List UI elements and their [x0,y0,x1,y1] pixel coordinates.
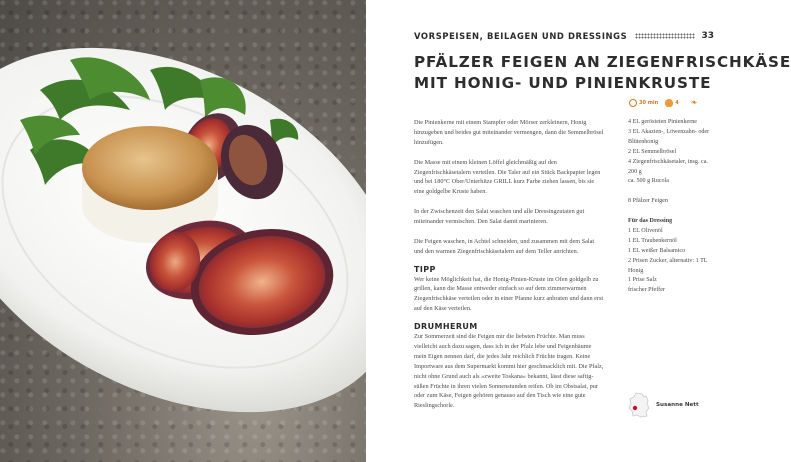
instruction-step: Die Masse mit einem kleinen Löffel gleichmäßig auf den Ziegenfrischkäsetalern verteilen. Die Taler auf ein Stück Backpapier legen und bei 180°C Ober/Unterhitze GRILL kurz Farbe ziehen lassen, bis sie eine goldgelbe Kruste haben. [414,158,601,196]
ingredient-item: 1 Prise Salz [628,277,657,284]
author-credit [626,392,716,418]
instruction-step: In der Zwischenzeit den Salat waschen und alle Dressingzutaten gut miteinander vermischen. Den Salat damit marinieren. [414,208,585,226]
instruction-step: Die Feigen waschen, in Achtel schneiden, und zusammen mit dem Salat und den warmen Ziegenfrischkäsetalern auf dem Teller anrichten. [414,237,595,255]
drumherum-text: Zur Sommerzeit sind die Feigen mir die liebsten Früchte. Man muss vielleicht auch dazu sagen, dass ich in der Pfalz lebe und Feigenbäume mein Eigen nennen darf, die jedes Jahr reichlich Früchte tragen. Keine Importware aus dem Supermarkt kommt hier geschmacklich mit. Die Pfalz, nicht ohne Grund auch als »zweite Toskana« bekannt, lässt diese saftig-süßen Früchte in ihren vielen Sonnenstunden reifen. Ob im Obstsalat, pur oder zum Käse, Feigen gehören genauso auf den Tisch wie eine gute Rieslingschorle. [414,333,604,410]
dressing-ingredients [628,217,712,296]
main-ingredients [628,118,712,187]
recipe-title [414,52,791,94]
prep-time [629,99,658,107]
section-header [414,29,714,43]
clock-icon [629,99,637,107]
ingredient-item: 8 Pfälzer Feigen [628,198,668,205]
drumherum-heading: DRUMHERUM [414,322,478,332]
ingredient-item: 1 EL weißer Balsamico [628,247,686,254]
ingredient-item: 4 EL gerösteten Pinienkerne [628,119,697,125]
tipp-text: Wer keine Möglichkeit hat, die Honig-Pinien-Kruste im Ofen goldgelb zu grillen, kann die Masse entweder einfach so auf dem zimmerwarmen Ziegenfrischkäse verteilen oder in einer Pfanne kurz anbraten und dann erst auf den Käse verteilen. [414,275,604,313]
author-name: Susanne Nett [656,402,699,408]
ingredient-item: frischer Pfeffer [628,287,665,294]
servings [665,99,678,107]
tipp-heading: TIPP [414,264,436,274]
ingredient-item: 2 EL Semmelbrösel [628,148,677,155]
leaf-icon: ❧ [690,98,698,107]
ingredient-item: 2 Prisen Zucker, alternativ: 1 TL Honig [628,257,708,274]
dish-illustration [0,0,366,462]
recipe-title-line-2: MIT HONIG- UND PINIENKRUSTE [414,74,712,92]
prep-time-value: 30 min [639,100,659,106]
dressing-heading: Für das Dressing [628,218,673,225]
recipe-title-line-1: PFÄLZER FEIGEN AN ZIEGENFRISCHKÄSE [414,53,791,71]
recipe-page [366,0,791,462]
instructions [414,118,604,421]
dotted-rule [635,33,695,39]
section-title: VORSPEISEN, BEILAGEN UND DRESSINGS [414,31,628,41]
ingredients-list [628,118,712,306]
page-number: 33 [701,31,714,41]
ingredient-item: ca. 500 g Rucola [628,178,669,185]
dish-photo [0,0,366,462]
germany-map-icon [626,392,654,418]
ingredient-item: 3 EL Akazien-, Löwenzahn- oder Blütenhonig [628,128,710,145]
recipe-meta [629,99,697,107]
pot-icon [665,99,673,107]
ingredient-item: 4 Ziegenfrischkäsetaler, insg. ca. 200 g [628,158,708,175]
instruction-step: Die Pinienkerne mit einem Stampfer oder Mörser zerkleinern, Honig hinzugeben und beides gut miteinander vermengen, dann die Semmelbrösel hinzufügen. [414,119,604,146]
servings-value: 4 [675,100,679,106]
ingredient-item: 1 EL Traubenkernöl [628,237,677,244]
ingredient-item: 1 EL Olivenöl [628,227,663,234]
